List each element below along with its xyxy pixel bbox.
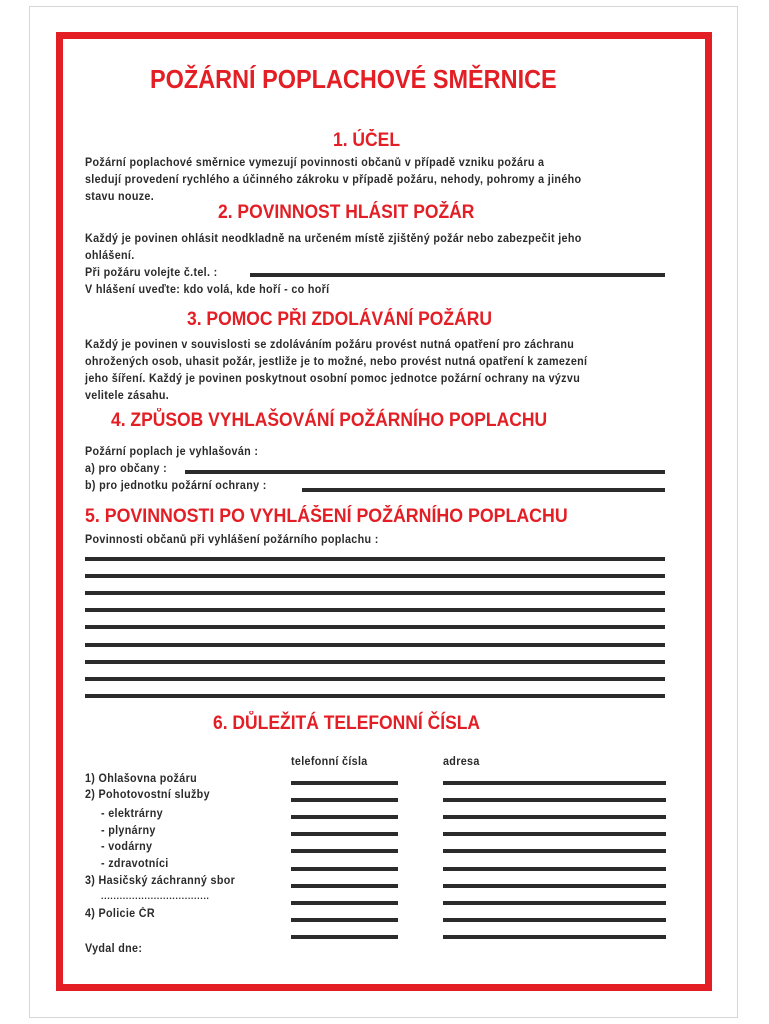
address-fill-line[interactable]	[443, 918, 666, 922]
address-fill-line[interactable]	[443, 901, 666, 905]
duty-blank-line[interactable]	[85, 574, 665, 578]
duty-blank-line[interactable]	[85, 643, 665, 647]
citizens-alarm-label: a) pro občany :	[85, 463, 167, 475]
section-4-heading: 4. ZPŮSOB VYHLAŠOVÁNÍ POŽÁRNÍHO POPLACHU	[111, 410, 548, 431]
citizens-alarm-fill-line[interactable]	[185, 470, 665, 474]
duty-blank-line[interactable]	[85, 660, 665, 664]
phone-number-fill-line[interactable]	[291, 884, 398, 888]
section-6-heading: 6. DŮLEŽITÁ TELEFONNÍ ČÍSLA	[213, 713, 481, 734]
custom-contact-dotted-field[interactable]: ...................................	[101, 891, 210, 901]
contact-label: - vodárny	[101, 841, 153, 853]
phone-number-fill-line[interactable]	[291, 849, 398, 853]
address-fill-line[interactable]	[443, 867, 666, 871]
phone-number-fill-line[interactable]	[291, 781, 398, 785]
section-3-text-line: jeho šíření. Každý je povinen poskytnout osobní pomoc jednotce požární ochrany na výzvu	[85, 373, 581, 385]
address-fill-line[interactable]	[443, 815, 666, 819]
contact-label: - elektrárny	[101, 808, 163, 820]
phone-number-fill-line[interactable]	[291, 918, 398, 922]
phone-number-fill-line[interactable]	[291, 901, 398, 905]
address-fill-line[interactable]	[443, 935, 666, 939]
duty-blank-line[interactable]	[85, 677, 665, 681]
duty-blank-line[interactable]	[85, 591, 665, 595]
column-header-address: adresa	[443, 756, 480, 768]
duty-blank-line[interactable]	[85, 625, 665, 629]
alarm-intro: Požární poplach je vyhlašován :	[85, 446, 259, 458]
document-title: POŽÁRNÍ POPLACHOVÉ SMĚRNICE	[150, 66, 557, 94]
section-3-text-line: velitele zásahu.	[85, 390, 170, 402]
duty-blank-line[interactable]	[85, 694, 665, 698]
section-2-text-line: Každý je povinen ohlásit neodkladně na určeném místě zjištěný požár nebo zabezpečit jeho	[85, 233, 582, 245]
section-1-heading: 1. ÚČEL	[333, 130, 401, 151]
contact-label: 3) Hasičský záchranný sbor	[85, 875, 236, 887]
unit-alarm-label: b) pro jednotku požární ochrany :	[85, 480, 267, 492]
section-2-text-line: ohlášení.	[85, 250, 135, 262]
issued-date-label: Vydal dne:	[85, 943, 143, 955]
phone-number-fill-line[interactable]	[291, 935, 398, 939]
report-instructions: V hlášení uveďte: kdo volá, kde hoří - co hoří	[85, 284, 330, 296]
phone-number-fill-line[interactable]	[291, 867, 398, 871]
section-3-text-line: ohrožených osob, uhasit požár, jestliže je to možné, nebo provést nutná opatření k zamezení	[85, 356, 588, 368]
contact-label: 1) Ohlašovna požáru	[85, 773, 197, 785]
unit-alarm-fill-line[interactable]	[302, 488, 665, 492]
section-3-heading: 3. POMOC PŘI ZDOLÁVÁNÍ POŽÁRU	[187, 309, 492, 330]
contact-label: 4) Policie ČR	[85, 908, 155, 920]
duty-blank-line[interactable]	[85, 557, 665, 561]
section-3-text-line: Každý je povinen v souvislosti se zdoláváním požáru provést nutná opatření pro záchranu	[85, 339, 575, 351]
section-1-text-line: sledují provedení rychlého a účinného zákroku v případě požáru, nehody, pohromy a jiného	[85, 174, 582, 186]
fire-phone-label: Při požáru volejte č.tel. :	[85, 267, 218, 279]
address-fill-line[interactable]	[443, 781, 666, 785]
section-1-text-line: Požární poplachové směrnice vymezují povinnosti občanů v případě vzniku požáru a	[85, 157, 545, 169]
address-fill-line[interactable]	[443, 884, 666, 888]
address-fill-line[interactable]	[443, 832, 666, 836]
column-header-phone: telefonní čísla	[291, 756, 368, 768]
section-1-text-line: stavu nouze.	[85, 191, 155, 203]
fire-phone-fill-line[interactable]	[250, 273, 665, 277]
duty-blank-line[interactable]	[85, 608, 665, 612]
phone-number-fill-line[interactable]	[291, 832, 398, 836]
contact-label: - plynárny	[101, 825, 156, 837]
duties-intro: Povinnosti občanů při vyhlášení požárního poplachu :	[85, 534, 379, 546]
contact-label: - zdravotníci	[101, 858, 169, 870]
address-fill-line[interactable]	[443, 798, 666, 802]
phone-number-fill-line[interactable]	[291, 815, 398, 819]
contact-label: 2) Pohotovostní služby	[85, 789, 210, 801]
address-fill-line[interactable]	[443, 849, 666, 853]
section-5-heading: 5. POVINNOSTI PO VYHLÁŠENÍ POŽÁRNÍHO POPLACHU	[85, 506, 568, 527]
phone-number-fill-line[interactable]	[291, 798, 398, 802]
section-2-heading: 2. POVINNOST HLÁSIT POŽÁR	[218, 202, 475, 223]
